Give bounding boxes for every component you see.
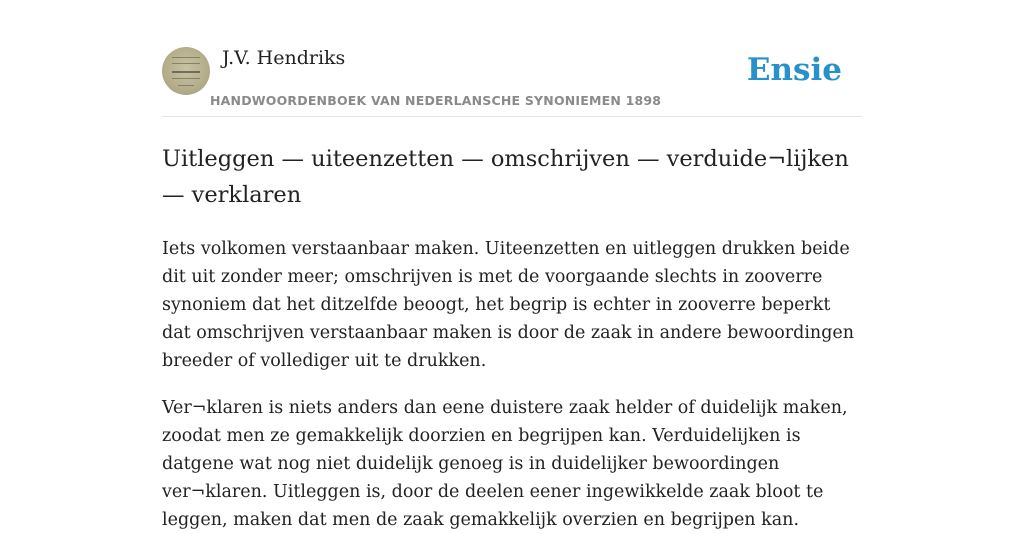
page-title: Uitleggen — uiteenzetten — omschrijven — verduide¬lijken — verklaren — [162, 146, 849, 208]
page-container — [162, 0, 862, 534]
article-header — [162, 0, 862, 117]
ensie-logo[interactable]: Ensie — [746, 52, 842, 88]
article-paragraph: Ver¬klaren is niets anders dan eene duistere zaak helder of duidelijk maken, zoodat men ze gemakkelijk doorzien en begrijpen kan. Verduidelijken is datgene wat nog niet duidelijk genoeg is in duidelijker bewoordingen ver¬klaren. Uitleggen is, door de deelen eener ingewikkelde zaak bloot te leggen, maken dat men de zaak gemakkelijk overzien en begrijpen kan. — [162, 398, 848, 530]
article-paragraph: Iets volkomen verstaanbaar maken. Uiteenzetten en uitleggen drukken beide dit uit zonder meer; omschrijven is met de voorgaande slechts in zooverre synoniem dat het ditzelfde beoogt, het begrip is echter in zooverre beperkt dat omschrijven verstaanbaar maken is door de zaak in andere bewoordingen breeder of vollediger uit te drukken. — [162, 239, 855, 371]
avatar[interactable] — [162, 47, 210, 95]
source-title[interactable]: HANDWOORDENBOEK VAN NEDERLANSCHE SYNONIEMEN 1898 — [210, 93, 662, 108]
author-name[interactable]: J.V. Hendriks — [222, 47, 346, 69]
